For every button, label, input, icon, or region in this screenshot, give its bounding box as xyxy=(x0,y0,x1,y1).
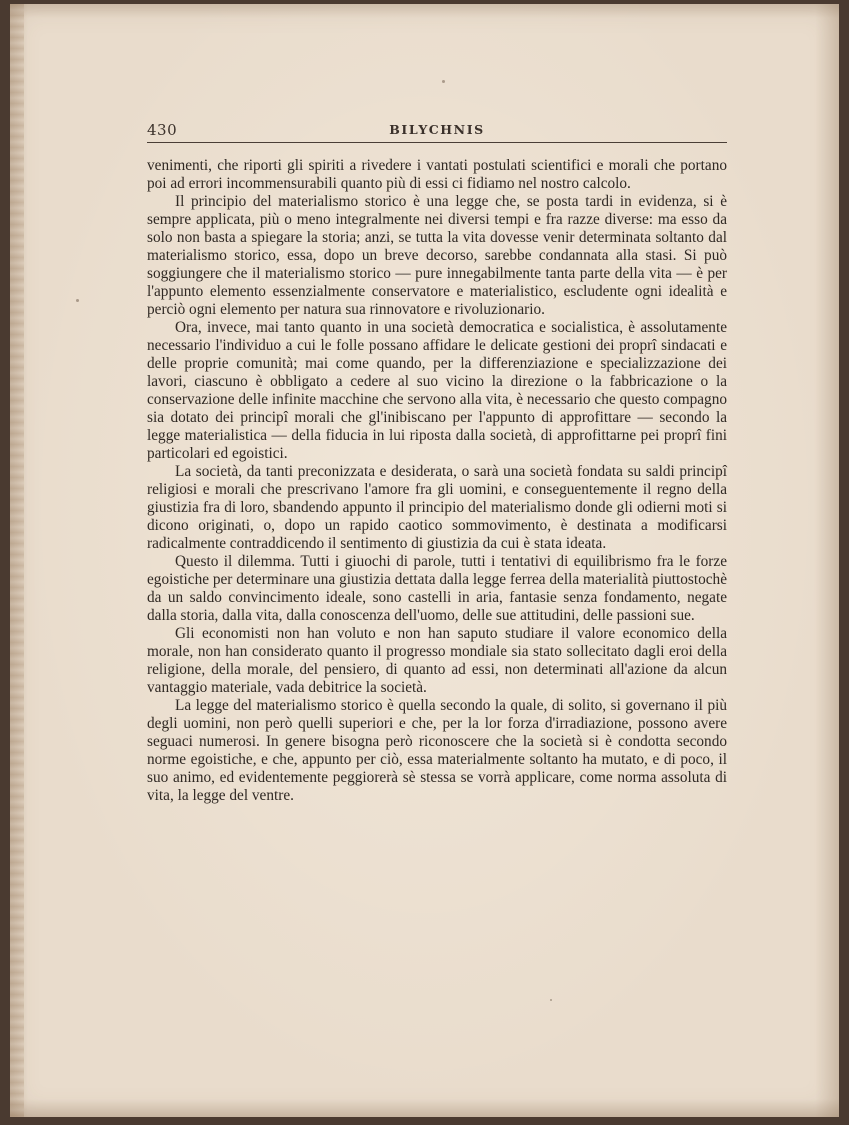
paragraph: Il principio del materialismo storico è una legge che, se posta tardi in evidenza, si è sempre applicata, più o meno integralmente nei diversi tempi e fra razze diverse: ma esso da solo non basta a spiegare la storia; anzi, se tutta la vita dovesse venir determinata soltanto dal materialismo storico, essa, dopo un breve decorso, sarebbe condannata alla stasi. Si può soggiungere che il materialismo storico — pure innegabilmente tanta parte della vita — è per l'appunto elemento essenzialmente conservatore e materialistico, escludente ogni idealità e perciò ogni elemento per natura sua rinnovatore e rivoluzionario. xyxy=(147,193,727,318)
body-text xyxy=(147,157,727,805)
page-header xyxy=(147,119,727,141)
header-rule xyxy=(147,142,727,143)
page-binding-edge xyxy=(10,4,24,1117)
paragraph: Questo il dilemma. Tutti i giuochi di parole, tutti i tentativi di equilibrismo fra le forze egoistiche per determinare una giustizia dettata dalla legge ferrea della materialità piuttostochè da un saldo convincimento ideale, sono castelli in aria, fantasie senza fondamento, negate dalla storia, dalla vita, dalla conoscenza dell'uomo, delle sue attitudini, delle passioni sue. xyxy=(147,553,727,624)
paragraph: venimenti, che riporti gli spiriti a rivedere i vantati postulati scientifici e morali che portano poi ad errori incommensurabili quanto più di essi ci fidiamo nel nostro calcolo. xyxy=(147,157,727,192)
paragraph: Gli economisti non han voluto e non han saputo studiare il valore economico della morale, non han considerato quanto il progresso mondiale sia stato sollecitato dagli eroi della religione, della morale, del pensiero, di quanto ad essi, non determinati all'azione da alcun vantaggio materiale, vada debitrice la società. xyxy=(147,625,727,696)
paper-speck xyxy=(550,999,552,1001)
paragraph: La legge del materialismo storico è quella secondo la quale, di solito, si governano il più degli uomini, non però quelli superiori e che, per la lor forza d'irradiazione, possono avere seguaci numerosi. In genere bisogna però riconoscere che la società si è condotta secondo norme egoistiche, e che, appunto per ciò, essa materialmente soltanto ha mutato, e di poco, il suo animo, ed evidentemente peggiorerà sè stessa se vorrà applicare, come norma assoluta di vita, la legge del ventre. xyxy=(147,697,727,804)
running-title: BILYCHNIS xyxy=(389,122,485,137)
paragraph: La società, da tanti preconizzata e desiderata, o sarà una società fondata su saldi principî religiosi e morali che prescrivano l'amore fra gli uomini, e conseguentemente il regno della giustizia fra di loro, sbandendo appunto il principio del materialismo donde gli odierni moti si dicono originati, o, dopo un rapido caotico sommovimento, è destinata a modificarsi radicalmente contraddicendo il sentimento di giustizia da cui è stata ideata. xyxy=(147,463,727,552)
paper-speck xyxy=(76,299,79,302)
page-number: 430 xyxy=(147,121,178,139)
paper-speck xyxy=(442,80,445,83)
paragraph: Ora, invece, mai tanto quanto in una società democratica e socialistica, è assolutamente necessario l'individuo a cui le folle possano affidare le delicate gestioni dei proprî sindacati e delle proprie comunità; mai come quando, per la differenziazione e specializzazione dei lavori, ciascuno è obbligato a cedere al suo vicino la direzione o la fabbricazione o la conservazione delle infinite macchine che servono alla vita, è necessario che questo compagno sia dotato dei principî morali che gl'inibiscano per l'appunto di approfittare — secondo la legge materialistica — della fiducia in lui riposta dalla società, di approfittarne pei proprî fini particolari ed egoistici. xyxy=(147,319,727,462)
